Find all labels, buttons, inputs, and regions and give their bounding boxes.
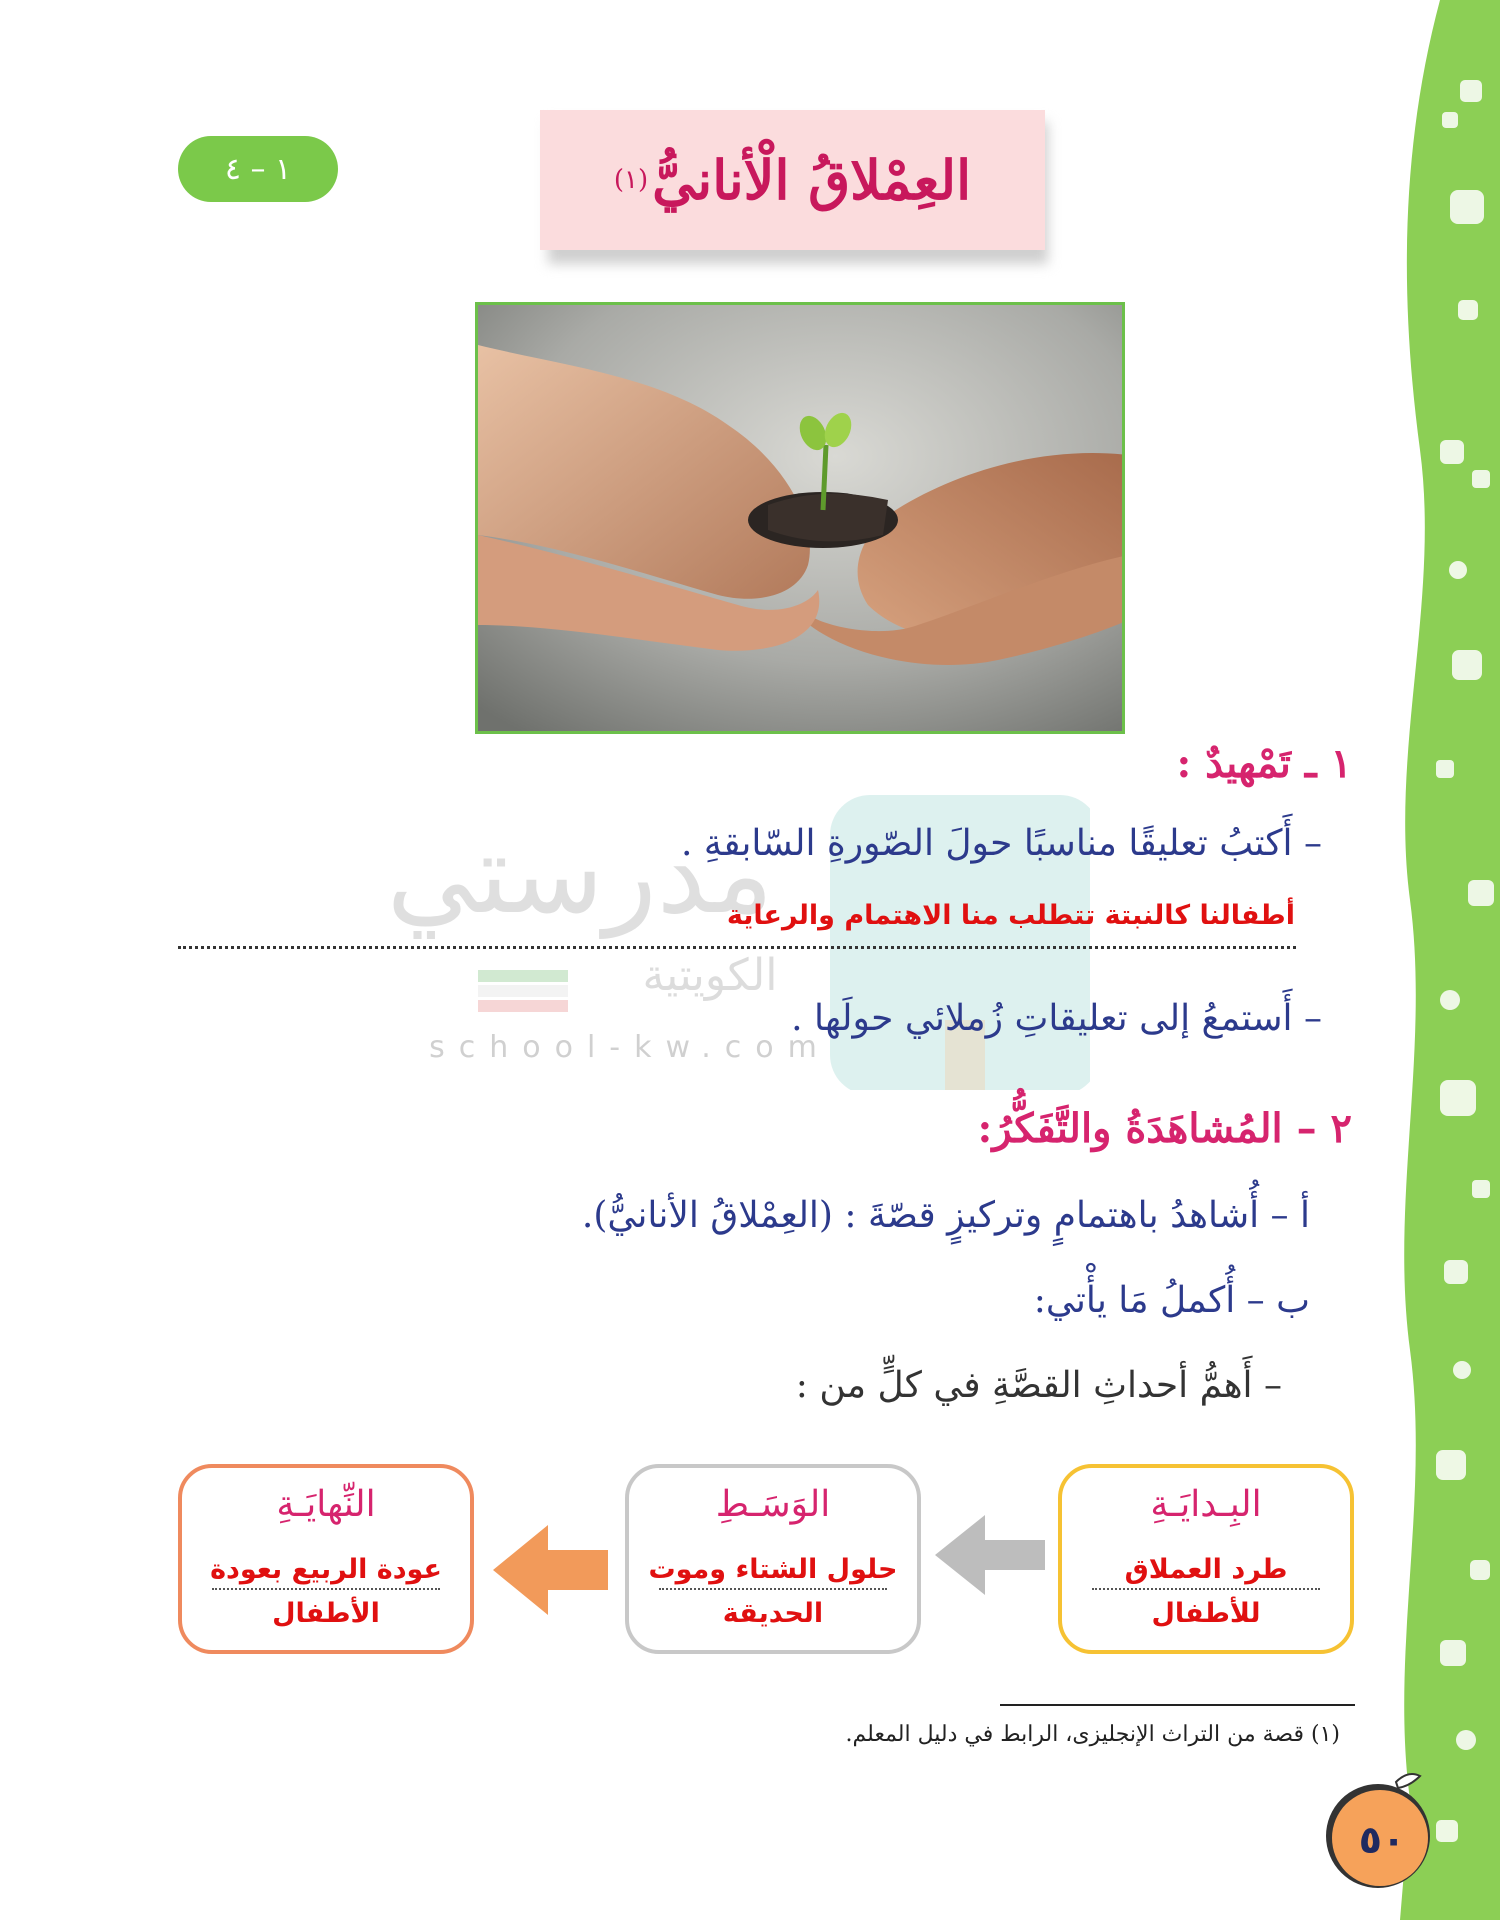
footnote-divider xyxy=(1000,1704,1355,1706)
story-middle-title: الوَسَـطِ xyxy=(715,1484,831,1525)
watermark-subtitle: الكويتية xyxy=(642,950,778,1001)
middle-dotted-line xyxy=(659,1588,887,1590)
story-middle-answer[interactable]: حلول الشتاء وموت الحديقة xyxy=(648,1554,898,1629)
watermark-url: school-kw.com xyxy=(429,1030,831,1065)
story-start-box xyxy=(1058,1464,1354,1654)
seedling-hands-photo xyxy=(475,302,1125,734)
lesson-title: العِمْلاقُ الْأنانيُّ xyxy=(652,148,972,212)
intro-instruction-listen: – أَستمعُ إلى تعليقاتِ زُملائي حولَها . xyxy=(791,998,1322,1039)
end-dotted-line xyxy=(212,1588,440,1590)
intro-answer-text[interactable]: أطفالنا كالنبتة تتطلب منا الاهتمام والرعاية xyxy=(726,900,1295,931)
watermark-brand: مدرستي xyxy=(386,810,774,938)
story-end-title: النِّهايَـةِ xyxy=(276,1484,376,1525)
title-footnote-marker: (١) xyxy=(613,165,649,195)
arrow-left-icon xyxy=(930,1505,1050,1605)
hands-holding-seedling-photo xyxy=(478,305,1125,734)
story-end-box xyxy=(178,1464,474,1654)
section-watching-heading: ٢ – المُشاهَدَةُ والتَّفَكُّرُ: xyxy=(977,1105,1352,1152)
decorative-green-border xyxy=(1380,0,1500,1920)
section-intro-heading: ١ ـ تَمْهيدٌ : xyxy=(1176,740,1352,787)
watching-item-events: – أَهمُّ أحداثِ القصَّةِ في كلٍّ من : xyxy=(795,1365,1282,1406)
lesson-title-banner xyxy=(540,110,1045,250)
footnote-text: (١) قصة من التراث الإنجليزى، الرابط في دليل المعلم. xyxy=(845,1722,1340,1747)
story-middle-box xyxy=(625,1464,921,1654)
watching-item-b: ب – أُكملُ مَا يأْتي: xyxy=(1033,1280,1310,1321)
answer-dotted-line xyxy=(178,946,1296,949)
story-end-answer[interactable]: عودة الربيع بعودة الأطفال xyxy=(210,1554,442,1629)
watching-item-a: أ – أُشاهدُ باهتمامٍ وتركيزٍ قصّةَ : (العِمْلاقُ الأنانيُّ). xyxy=(581,1195,1310,1236)
start-dotted-line xyxy=(1092,1588,1320,1590)
story-start-answer[interactable]: طرد العملاق للأطفال xyxy=(1124,1554,1288,1629)
story-start-title: البِـدايَـةِ xyxy=(1150,1484,1262,1525)
page-number: ٥٠ xyxy=(1358,1818,1406,1862)
arrow-left-icon xyxy=(488,1520,613,1620)
intro-instruction-write: – أَكتبُ تعليقًا مناسبًا حولَ الصّورةِ السّابقةِ . xyxy=(681,823,1322,864)
lesson-number-badge: ١ – ٤ xyxy=(178,136,338,202)
